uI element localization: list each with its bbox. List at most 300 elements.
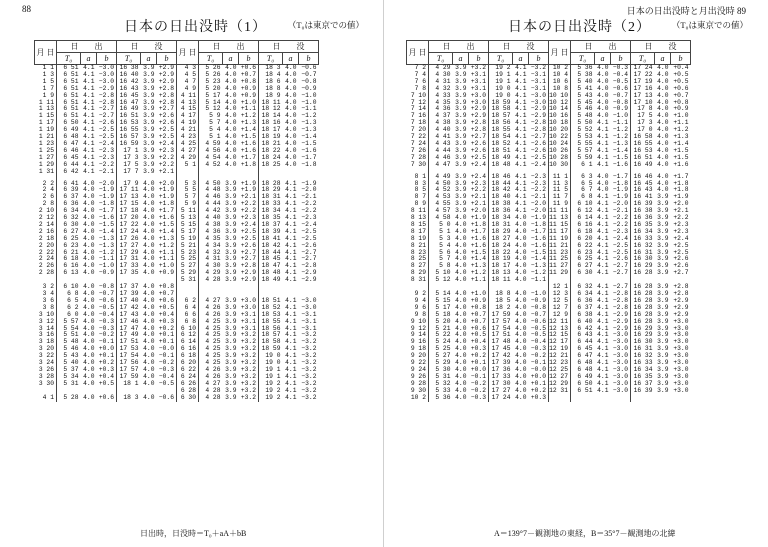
cell-date: 11 21 <box>549 243 571 250</box>
cell-sunset-t0: 18 35 <box>261 214 281 222</box>
cell-sunset-b: −3.1 <box>301 317 317 325</box>
cell-sunrise-a: 4.0 <box>83 290 95 297</box>
cell-sunset-t0: 17 43 <box>119 310 139 318</box>
cell-sunrise-a: 4.1 <box>83 105 95 113</box>
cell-sunset-b: +2.9 <box>673 310 689 318</box>
cell-sunrise-a: 3.9 <box>455 119 467 127</box>
cell-date: 7 2 <box>407 65 429 72</box>
cell-sunrise-b: +0.7 <box>239 72 259 79</box>
cell-sunset-b: +0.9 <box>157 270 177 277</box>
cell-sunset-b: +1.7 <box>673 172 689 180</box>
cell-sunrise-b: +1.0 <box>469 291 489 298</box>
cell-date: 9 14 <box>407 332 429 339</box>
cell-sunrise-b: −3.0 <box>97 79 117 86</box>
cell-sunrise-a: 3.9 <box>455 193 467 201</box>
cell-sunset-a: 4.0 <box>515 248 527 256</box>
cell-date: 7 30 <box>407 162 429 169</box>
cell-sunrise-a: 3.9 <box>455 133 467 141</box>
cell-sunrise-t0: 6 40 <box>577 317 593 325</box>
cell-date: 5 23 <box>177 250 199 257</box>
cell-sunset-b: −3.2 <box>301 359 317 367</box>
cell-sunset-a: 4.0 <box>143 331 155 339</box>
cell-sunrise-t0: 4 35 <box>435 98 451 106</box>
cell-sunset-a: 3.9 <box>143 167 155 175</box>
cell-sunset-a: 3.9 <box>143 126 155 134</box>
cell-sunset-a: 3.9 <box>657 234 669 242</box>
cell-sunrise-a: 4.1 <box>597 193 609 201</box>
cell-sunrise-t0: 4 56 <box>205 146 221 154</box>
cell-sunset-b: −1.6 <box>301 146 317 154</box>
cell-sunset-t0: 18 59 <box>491 98 511 106</box>
cell-sunset-t0: 17 24 <box>491 393 511 401</box>
cell-sunset-a: 4.0 <box>143 379 155 387</box>
cell-sunrise-b: +2.1 <box>469 194 489 201</box>
cell-sunrise-b: +1.6 <box>469 243 489 250</box>
cell-sunrise-t0: 5 41 <box>577 84 593 92</box>
cell-sunrise-a: 4.1 <box>597 269 609 277</box>
cell-sunset-b: −2.6 <box>529 141 549 148</box>
cell-date: 3 14 <box>35 326 57 333</box>
cell-sunset-b: +2.2 <box>157 155 177 162</box>
cell-sunset-b: +3.0 <box>673 338 689 346</box>
cell-sunrise-b: +2.9 <box>469 106 489 113</box>
cell-sunrise-a: 3.9 <box>225 186 237 194</box>
cell-sunset-t0: 16 30 <box>633 255 653 263</box>
cell-sunset-b: +2.6 <box>673 255 689 263</box>
cell-sunrise-b: −0.1 <box>97 339 117 346</box>
cell-sunset-t0: 17 45 <box>491 345 511 353</box>
cell-sunrise-b: +0.7 <box>469 319 489 326</box>
cell-sunset-a: 4.1 <box>285 324 297 332</box>
cell-sunset-b: −0.5 <box>529 332 549 339</box>
cell-sunset-t0: 16 59 <box>119 139 139 147</box>
cell-sunrise-t0: 6 47 <box>63 139 79 147</box>
cell-sunrise-t0: 6 49 <box>63 126 79 134</box>
cell-sunrise-a: 3.9 <box>225 386 237 394</box>
cell-sunrise-t0: 5 32 <box>435 379 451 387</box>
cell-sunrise-t0: 5 1 <box>209 133 221 141</box>
cell-date <box>177 169 199 176</box>
cell-sunrise-t0: 5 24 <box>435 338 451 346</box>
cell-sunrise-t0: 6 5 <box>67 296 79 304</box>
cell-sunset-t0: 19 0 <box>265 359 281 367</box>
cell-sunset-t0: 18 47 <box>261 262 281 270</box>
cell-sunset-b: −1.0 <box>301 98 317 106</box>
cell-sunset-b: +2.6 <box>157 120 177 127</box>
header-a: a <box>453 53 469 65</box>
cell-date: 5 1 <box>177 162 199 169</box>
cell-sunrise-b: −1.2 <box>97 250 117 257</box>
cell-sunrise-b: −2.7 <box>611 263 631 270</box>
cell-sunrise-t0: 6 14 <box>577 214 593 222</box>
cell-date: 10 18 <box>549 120 571 127</box>
cell-sunrise-a: 4.1 <box>597 372 609 380</box>
cell-date: 12 21 <box>549 353 571 360</box>
cell-date: 3 6 <box>35 298 57 305</box>
cell-sunrise-t0: 4 40 <box>435 126 451 134</box>
cell-sunrise-b: −1.4 <box>611 148 631 155</box>
cell-sunset-a: 4.0 <box>657 84 669 92</box>
cell-sunset-t0: 17 27 <box>491 386 511 394</box>
cell-sunset-t0: 19 1 <box>265 372 281 380</box>
cell-sunrise-t0: 6 41 <box>63 179 79 187</box>
cell-sunset-t0: 18 13 <box>491 269 511 277</box>
cell-date: 5 5 <box>177 187 199 194</box>
cell-sunset-a: 4.0 <box>143 248 155 256</box>
cell-sunset-t0: 18 24 <box>261 153 281 161</box>
cell-sunrise-b: −1.6 <box>97 215 117 222</box>
cell-sunrise-b: +0.8 <box>239 79 259 86</box>
header-month-day: 月 日 <box>549 41 571 65</box>
cell-sunrise-a: 4.0 <box>225 153 237 161</box>
cell-sunrise-b: +2.0 <box>469 208 489 215</box>
cell-sunrise-t0: 5 18 <box>435 310 451 318</box>
cell-sunrise-b: −0.7 <box>97 291 117 298</box>
cell-sunrise-a: 3.9 <box>455 207 467 215</box>
cell-sunset-t0: 16 28 <box>633 317 653 325</box>
cell-sunset-t0: 17 13 <box>633 91 653 99</box>
cell-sunrise-t0: 5 40 <box>577 77 593 85</box>
cell-sunset-t0: 18 29 <box>261 186 281 194</box>
cell-sunrise-t0: 6 8 <box>67 290 79 297</box>
cell-date: 4 7 <box>177 79 199 86</box>
cell-sunset-t0: 17 5 <box>637 112 653 120</box>
cell-sunrise-t0: 4 25 <box>205 331 221 339</box>
cell-date: 4 23 <box>177 134 199 141</box>
header-a: a <box>595 53 611 65</box>
cell-sunrise-a: 4.1 <box>83 167 95 175</box>
cell-date: 1 25 <box>35 148 57 155</box>
cell-sunset-t0: 17 56 <box>119 359 139 367</box>
cell-sunset-a: 4.0 <box>143 324 155 332</box>
cell-sunrise-t0: 6 48 <box>577 359 593 367</box>
cell-sunset-b: −3.0 <box>301 303 317 311</box>
cell-date: 3 24 <box>35 360 57 367</box>
cell-sunset-b: +0.7 <box>673 91 689 99</box>
cell-sunrise-t0: 5 52 <box>577 126 593 134</box>
cell-sunrise-t0: 6 38 <box>577 310 593 318</box>
cell-sunset-b: +1.2 <box>157 243 177 250</box>
cell-sunset-b: +3.0 <box>673 331 689 339</box>
cell-sunset-a: 4.0 <box>285 70 297 78</box>
cell-sunrise-b: +3.1 <box>469 72 489 79</box>
page-number: 88 <box>22 4 31 14</box>
cell-sunset-a: 4.0 <box>657 133 669 141</box>
cell-sunset-b: +0.2 <box>529 388 549 395</box>
cell-sunset-t0 <box>259 169 283 176</box>
cell-sunrise-b: +0.3 <box>469 346 489 353</box>
cell-sunset-t0: 18 34 <box>491 214 511 222</box>
cell-date: 5 7 <box>177 194 199 201</box>
cell-sunrise-t0: 6 36 <box>577 296 593 304</box>
cell-sunset-b: −0.2 <box>529 353 549 360</box>
header-b: b <box>671 53 691 65</box>
cell-date: 10 20 <box>549 127 571 134</box>
cell-date: 5 21 <box>177 243 199 250</box>
cell-sunrise-b: −0.4 <box>97 312 117 319</box>
cell-sunrise-b: −2.1 <box>97 169 117 176</box>
cell-sunset-t0: 18 11 <box>491 276 511 284</box>
cell-sunset-t0: 16 34 <box>633 365 653 373</box>
header-month-day: 月 日 <box>35 41 57 65</box>
cell-sunrise-t0: 5 15 <box>435 296 451 304</box>
cell-sunset-t0: 19 2 <box>265 379 281 387</box>
cell-date: 8 23 <box>407 250 429 257</box>
cell-sunset-b: −3.2 <box>301 338 317 346</box>
cell-sunrise-b: +0.0 <box>469 367 489 374</box>
cell-date: 2 4 <box>35 187 57 194</box>
cell-sunset-t0: 18 49 <box>261 276 281 284</box>
cell-sunset-t0: 16 49 <box>633 160 653 168</box>
cell-sunset-b: +1.1 <box>157 250 177 257</box>
cell-sunrise-a: 4.0 <box>83 186 95 194</box>
cell-sunset-a: 4.0 <box>657 105 669 113</box>
cell-sunrise-t0: 4 29 <box>205 269 221 277</box>
cell-sunset-t0: 18 36 <box>491 207 511 215</box>
cell-sunrise-a: 3.9 <box>225 310 237 318</box>
table-row <box>35 169 319 176</box>
cell-sunset-t0: 19 2 <box>265 386 281 394</box>
cell-sunrise-a: 4.0 <box>225 70 237 78</box>
cell-sunrise-t0: 6 50 <box>63 119 79 127</box>
cell-sunset-t0: 17 3 <box>637 119 653 127</box>
cell-sunset-t0: 17 11 <box>119 186 139 194</box>
cell-date: 3 8 <box>35 305 57 312</box>
cell-date: 4 11 <box>177 93 199 100</box>
cell-sunrise-b: +0.9 <box>469 298 489 305</box>
cell-date <box>549 395 571 402</box>
cell-sunrise-a: 3.9 <box>225 359 237 367</box>
cell-sunrise-b: −0.4 <box>611 72 631 79</box>
cell-sunrise-a: 4.0 <box>83 372 95 380</box>
cell-sunset-a: 4.0 <box>515 262 527 270</box>
cell-sunset-b: −2.7 <box>529 134 549 141</box>
cell-sunset-a: 4.0 <box>285 84 297 92</box>
cell-sunrise-a: 4.0 <box>83 179 95 187</box>
cell-sunset-b: −3.2 <box>301 331 317 339</box>
cell-sunset-a: 4.0 <box>515 365 527 373</box>
cell-date: 9 12 <box>407 326 429 333</box>
cell-date: 10 22 <box>549 134 571 141</box>
cell-date: 12 3 <box>549 291 571 298</box>
cell-sunset-b: +2.8 <box>673 290 689 297</box>
cell-sunset-t0: 16 33 <box>633 234 653 242</box>
cell-date: 12 27 <box>549 374 571 381</box>
cell-sunrise-b: −0.6 <box>611 86 631 93</box>
cell-sunrise-a: 3.9 <box>225 262 237 270</box>
cell-sunset-a: 3.9 <box>657 220 669 228</box>
cell-date: 7 4 <box>407 72 429 79</box>
cell-date: 6 22 <box>177 367 199 374</box>
cell-sunrise-t0: 5 36 <box>577 64 593 71</box>
cell-date: 6 6 <box>177 312 199 319</box>
cell-sunset-b: +2.9 <box>157 65 177 72</box>
cell-sunset-a: 4.1 <box>515 77 527 85</box>
cell-sunset-b: +1.0 <box>157 263 177 270</box>
cell-date: 2 14 <box>35 222 57 229</box>
cell-sunset-t0: 19 2 <box>495 64 511 71</box>
cell-sunrise-b: −2.0 <box>97 181 117 188</box>
cell-sunset-a: 4.0 <box>515 290 527 297</box>
cell-sunrise-b: −3.0 <box>611 360 631 367</box>
cell-sunset-a: 4.0 <box>657 146 669 154</box>
cell-sunset-b: −2.5 <box>301 227 317 235</box>
cell-sunrise-t0: 4 50 <box>435 179 451 187</box>
cell-sunset-t0: 18 37 <box>261 220 281 228</box>
cell-sunset-a: 4.1 <box>285 269 297 277</box>
cell-sunset-b: −1.6 <box>529 243 549 250</box>
cell-date: 8 13 <box>407 215 429 222</box>
cell-sunrise-b: −3.0 <box>611 346 631 353</box>
cell-sunrise-b: +1.7 <box>469 229 489 236</box>
cell-sunrise-t0: 6 51 <box>577 386 593 394</box>
cell-sunset-t0: 18 22 <box>261 146 281 154</box>
cell-sunset-t0: 18 58 <box>261 338 281 346</box>
cell-sunset-t0: 16 53 <box>633 146 653 154</box>
cell-sunrise-a: 4.0 <box>83 379 95 387</box>
cell-sunrise-b: +1.9 <box>239 181 259 188</box>
cell-sunrise-b: +0.9 <box>239 86 259 93</box>
cell-sunset-b: +3.0 <box>673 345 689 353</box>
cell-sunrise-a: 4.0 <box>83 324 95 332</box>
cell-sunset-a: 4.0 <box>143 255 155 263</box>
cell-sunrise-a: 3.9 <box>225 352 237 360</box>
cell-sunset-t0: 16 28 <box>633 283 653 291</box>
cell-date: 5 11 <box>177 208 199 215</box>
cell-sunset-a: 4.0 <box>143 262 155 270</box>
cell-sunrise-b <box>611 395 631 402</box>
cell-date: 1 1 <box>35 65 57 72</box>
cell-sunset-t0: 18 55 <box>261 317 281 325</box>
cell-sunrise-b: +0.3 <box>97 367 117 374</box>
cell-sunset-t0: 16 35 <box>633 372 653 380</box>
cell-sunrise-t0: 4 28 <box>205 393 221 401</box>
cell-sunset-t0: 16 29 <box>633 324 653 332</box>
cell-sunrise-b: −0.2 <box>469 381 489 388</box>
cell-sunrise-b: −2.7 <box>611 284 631 291</box>
cell-sunset-t0: 17 20 <box>119 214 139 222</box>
cell-sunset-t0: 18 9 <box>265 91 281 99</box>
cell-sunrise-b: +2.7 <box>239 250 259 257</box>
cell-date: 11 27 <box>549 263 571 270</box>
cell-sunrise-b: −1.9 <box>97 194 117 201</box>
cell-sunset-b: +0.2 <box>157 326 177 333</box>
cell-sunrise-t0: 4 26 <box>205 372 221 380</box>
cell-sunrise-b: −2.2 <box>97 162 117 169</box>
cell-sunrise-a: 4.0 <box>597 98 609 106</box>
cell-sunset-a: 4.0 <box>657 64 669 71</box>
cell-sunset-b: +2.8 <box>157 93 177 100</box>
cell-sunrise-a: 4.1 <box>597 227 609 235</box>
cell-sunset-a: 4.0 <box>515 352 527 360</box>
cell-sunset-b: +1.5 <box>157 222 177 229</box>
cell-sunset-a: 3.9 <box>143 139 155 147</box>
cell-sunrise-b: +2.8 <box>239 263 259 270</box>
cell-sunrise-a: 4.1 <box>597 296 609 304</box>
cell-sunrise-t0: 5 4 <box>439 241 451 249</box>
cell-sunrise-t0: 6 37 <box>577 303 593 311</box>
cell-sunset-b: −1.9 <box>529 215 549 222</box>
cell-sunrise-b: −2.3 <box>97 155 117 162</box>
cell-sunset-t0: 17 0 <box>637 126 653 134</box>
cell-sunrise-t0: 5 14 <box>205 98 221 106</box>
cell-sunrise-t0: 5 22 <box>435 331 451 339</box>
cell-date: 2 28 <box>35 270 57 277</box>
cell-sunset-a: 4.0 <box>143 269 155 277</box>
cell-sunset-t0: 18 39 <box>261 227 281 235</box>
cell-sunrise-t0: 5 12 <box>205 105 221 113</box>
cell-sunset-t0: 16 31 <box>633 345 653 353</box>
cell-sunset-t0: 16 43 <box>633 186 653 194</box>
page-title: 日本の日出没時（1） <box>124 20 267 35</box>
cell-sunrise-a: 4.1 <box>83 119 95 127</box>
cell-sunrise-b: −2.8 <box>611 298 631 305</box>
header-b: b <box>299 53 319 65</box>
cell-sunrise-b: −1.2 <box>611 127 631 134</box>
cell-sunset-a: 4.0 <box>515 241 527 249</box>
cell-sunrise-t0: 6 22 <box>577 241 593 249</box>
cell-sunset-t0: 16 30 <box>633 338 653 346</box>
cell-sunrise-b: −2.9 <box>611 326 631 333</box>
cell-sunset-a: 3.9 <box>657 359 669 367</box>
cell-date: 9 30 <box>407 388 429 395</box>
right-page <box>384 0 768 547</box>
cell-date: 7 22 <box>407 134 429 141</box>
cell-sunset-a: 4.0 <box>657 98 669 106</box>
cell-sunrise-t0: 6 34 <box>63 207 79 215</box>
cell-sunrise-a: 3.9 <box>225 214 237 222</box>
cell-sunset-a: 4.1 <box>515 133 527 141</box>
cell-sunrise-b: +2.4 <box>239 222 259 229</box>
cell-sunset-t0: 18 11 <box>261 98 281 106</box>
cell-sunrise-t0: 4 46 <box>205 193 221 201</box>
cell-sunrise-t0: 5 7 <box>209 119 221 127</box>
cell-sunrise-t0: 6 42 <box>577 324 593 332</box>
cell-sunrise-b: +0.0 <box>97 346 117 353</box>
cell-sunset-a: 4.0 <box>143 372 155 380</box>
cell-sunrise-t0: 5 8 <box>439 262 451 270</box>
cell-sunset-t0: 16 38 <box>633 207 653 215</box>
cell-sunrise-a: 4.0 <box>83 296 95 304</box>
cell-sunrise-b: +0.1 <box>469 360 489 367</box>
cell-date: 8 17 <box>407 229 429 236</box>
cell-sunrise-b: +0.4 <box>97 374 117 381</box>
cell-sunrise-a: 4.0 <box>83 345 95 353</box>
cell-sunrise-b: −0.8 <box>97 284 117 291</box>
cell-sunrise-t0: 5 55 <box>577 139 593 147</box>
cell-sunset-a: 3.9 <box>657 379 669 387</box>
cell-sunset-a: 4.0 <box>515 331 527 339</box>
cell-date: 11 19 <box>549 236 571 243</box>
cell-sunset-b: +2.1 <box>673 207 689 215</box>
cell-sunset-t0: 17 13 <box>119 193 139 201</box>
cell-sunset-a: 4.1 <box>285 310 297 318</box>
cell-sunrise-a: 4.0 <box>455 303 467 311</box>
cell-sunrise-a: 4.0 <box>83 365 95 373</box>
header-t0: T₀ <box>489 53 513 65</box>
cell-sunrise-b: +0.9 <box>239 93 259 100</box>
cell-sunrise-b: −1.3 <box>611 141 631 148</box>
cell-sunset-b: −1.1 <box>301 105 317 113</box>
cell-sunset-t0: 16 49 <box>119 105 139 113</box>
cell-sunset-b: +0.0 <box>529 374 549 381</box>
cell-sunrise-a: 3.9 <box>225 276 237 284</box>
cell-sunset-t0: 17 5 <box>123 160 139 168</box>
cell-sunset-t0: 18 4 <box>265 70 281 78</box>
cell-sunset-b: −2.4 <box>301 220 317 228</box>
cell-sunrise-a: 3.9 <box>225 255 237 263</box>
cell-sunset-t0: 17 37 <box>119 283 139 291</box>
